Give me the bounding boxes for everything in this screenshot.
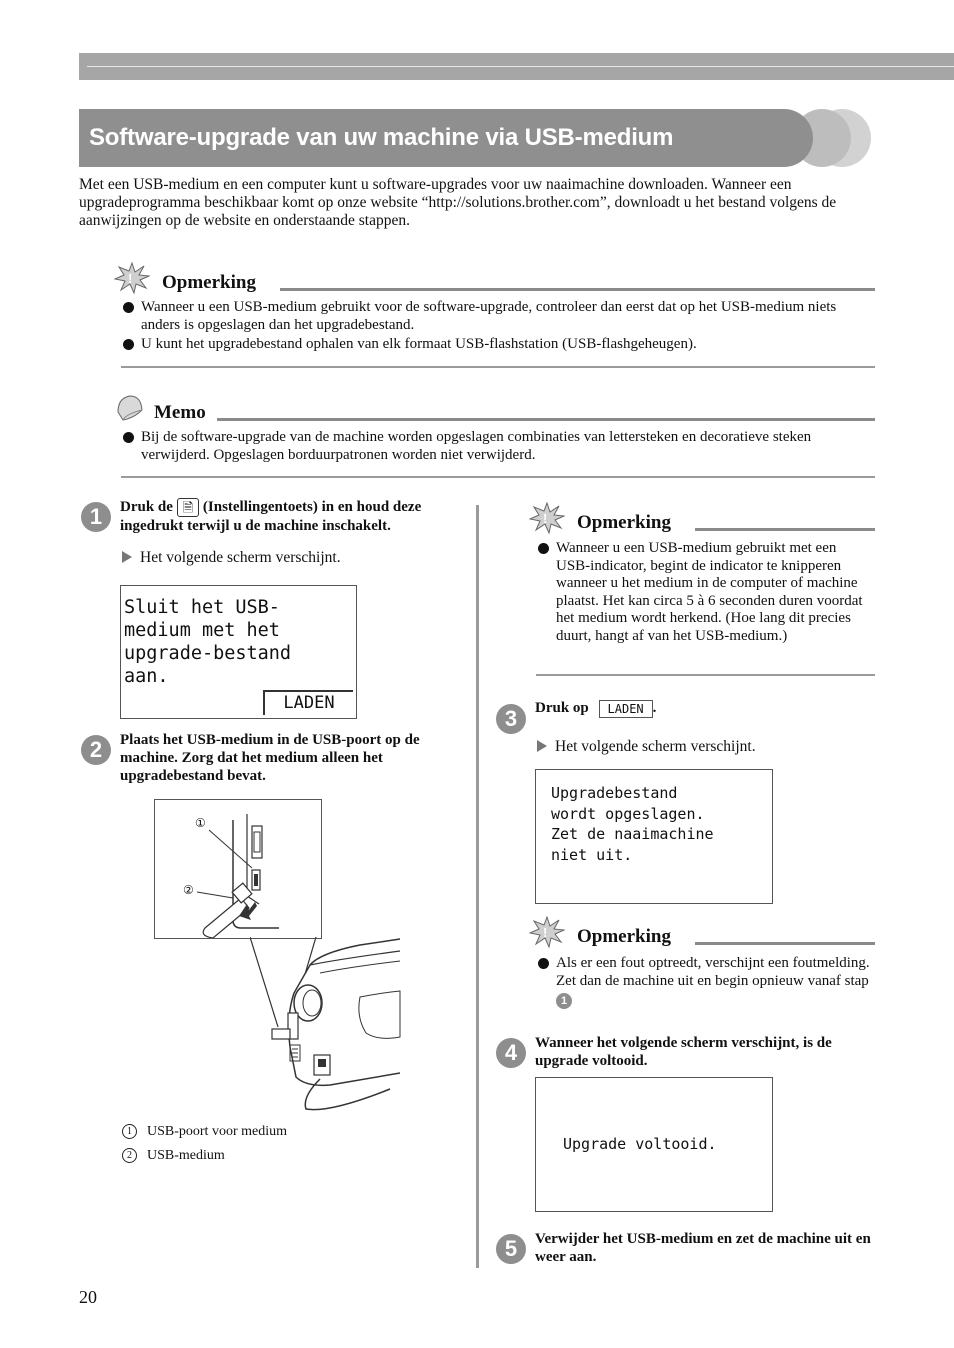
- svg-text:!: !: [128, 271, 133, 286]
- note-list: [536, 955, 871, 1009]
- note-rule: [217, 418, 875, 421]
- caption-number: 1: [122, 1124, 137, 1139]
- screen-line: aan.: [124, 666, 169, 687]
- list-item: U kunt het upgradebestand ophalen van elk formaat USB-flashstation (USB-flashgeheugen).: [121, 336, 876, 354]
- result-text: Het volgende scherm verschijnt.: [140, 549, 341, 566]
- caption-item: [122, 1148, 225, 1164]
- divider: [121, 366, 875, 368]
- caption-text: USB-medium: [147, 1148, 225, 1163]
- result-arrow-icon: [122, 551, 132, 563]
- step-result: [537, 738, 756, 756]
- column-divider: [476, 505, 479, 1268]
- usb-closeup-drawing: [155, 800, 321, 938]
- screen-line: Upgrade voltooid.: [563, 1135, 717, 1153]
- list-item: Bij de software-upgrade van de machine worden opgeslagen combinaties van lettersteken en decoratieve steken verwijderd. Opgeslagen borduurpatronen worden niet verwijderd.: [121, 429, 876, 464]
- header-stripe: [87, 66, 954, 67]
- step-2-text: Plaats het USB-medium in de USB-poort op de machine. Zorg dat het medium alleen het upgradebestand bevat.: [120, 732, 420, 784]
- note-label: Opmerking: [577, 512, 671, 533]
- step-1-text: [120, 498, 470, 535]
- step-1-pre: Druk de: [120, 499, 173, 515]
- page-number: 20: [79, 1287, 97, 1307]
- step-number: 1: [81, 502, 111, 532]
- lcd-screen: [120, 585, 357, 719]
- caption-number: 2: [122, 1148, 137, 1163]
- memo-heading: [114, 392, 206, 424]
- divider: [536, 674, 875, 676]
- callout-2: ②: [183, 883, 194, 897]
- note-label: Opmerking: [162, 272, 256, 293]
- note-rule: [695, 942, 875, 945]
- step-number: 3: [496, 704, 526, 734]
- caption-text: USB-poort voor medium: [147, 1124, 287, 1139]
- step-5-text: Verwijder het USB-medium en zet de machine uit en weer aan.: [535, 1231, 871, 1265]
- screen-line: medium met het: [124, 620, 280, 641]
- memo-bell-icon: [114, 392, 146, 424]
- callout-1: ①: [195, 816, 206, 830]
- svg-text:!: !: [543, 925, 548, 940]
- list-item: [536, 955, 871, 1009]
- screen-line: niet uit.: [551, 845, 633, 864]
- step-1-post: (Instellingentoets) in en houd deze ingedrukt terwijl u de machine inschakelt.: [120, 499, 422, 535]
- note-burst-icon: [114, 262, 150, 294]
- usb-port-closeup: [154, 799, 322, 939]
- svg-text:!: !: [543, 511, 548, 526]
- note-3-text: Als er een fout optreedt, verschijnt een foutmelding. Zet dan de machine uit en begin opnieuw vanaf stap: [556, 955, 870, 989]
- note-heading: [529, 502, 671, 534]
- result-arrow-icon: [537, 740, 547, 752]
- screen-line: Sluit het USB-: [124, 597, 280, 618]
- header-band: [79, 53, 954, 80]
- intro-text: Met een USB-medium en een computer kunt u software-upgrades voor uw naaimachine downloaden. Wanneer een upgradeprogramma beschikbaar komt op onze website “http://solutions.brother.com”, downloadt u het bestand volgens de aanwijzingen op de website en onderstaande stappen.: [79, 176, 837, 229]
- step-number: 4: [496, 1038, 526, 1068]
- list-item: Wanneer u een USB-medium gebruikt voor de software-upgrade, controleer dan eerst dat op het USB-medium niets anders is opgeslagen dan het upgradebestand.: [121, 299, 876, 334]
- screen-line: upgrade-bestand: [124, 643, 292, 664]
- note-list: [121, 299, 876, 354]
- memo-list: [121, 429, 876, 464]
- lcd-screen: [535, 769, 773, 904]
- title-bar: [79, 109, 813, 167]
- step-3-pre: Druk op: [535, 700, 589, 716]
- screen-line: wordt opgeslagen.: [551, 804, 705, 823]
- step-number: 5: [496, 1234, 526, 1264]
- lcd-screen: [535, 1077, 773, 1212]
- step-3-text: [535, 699, 875, 718]
- list-item: Wanneer u een USB-medium gebruikt met een USB-indicator, begint de indicator te knipperen wanneer u het medium in de computer of machine plaatst. Het kan circa 5 à 6 seconden duren voordat het medium wordt herkend. (Hoe lang dit precies duurt, hangt af van het USB-medium.): [536, 540, 871, 645]
- page-title: Software-upgrade van uw machine via USB-medium: [89, 124, 674, 151]
- note-heading: [529, 916, 671, 948]
- note-burst-icon: [529, 502, 565, 534]
- note-label: Opmerking: [577, 926, 671, 947]
- step-3-post: .: [652, 700, 657, 716]
- divider: [121, 476, 875, 478]
- result-text: Het volgende scherm verschijnt.: [555, 738, 756, 755]
- screen-line: Upgradebestand: [551, 784, 678, 802]
- note-rule: [695, 528, 875, 531]
- note-heading: [114, 262, 256, 294]
- laden-button[interactable]: LADEN: [263, 690, 353, 715]
- sewing-machine-drawing: [250, 937, 402, 1117]
- step-number: 2: [81, 735, 111, 765]
- caption-item: [122, 1124, 287, 1140]
- step-result: [122, 549, 341, 567]
- screen-line: Zet de naaimachine: [551, 825, 714, 843]
- laden-key[interactable]: LADEN: [599, 700, 653, 718]
- step-4-text: Wanneer het volgende scherm verschijnt, is de upgrade voltooid.: [535, 1035, 832, 1069]
- step-reference-icon: 1: [556, 993, 572, 1009]
- note-list: [536, 540, 871, 645]
- memo-label: Memo: [154, 402, 206, 423]
- settings-key-icon: 🗎: [177, 498, 199, 517]
- note-burst-icon: [529, 916, 565, 948]
- note-rule: [280, 288, 875, 291]
